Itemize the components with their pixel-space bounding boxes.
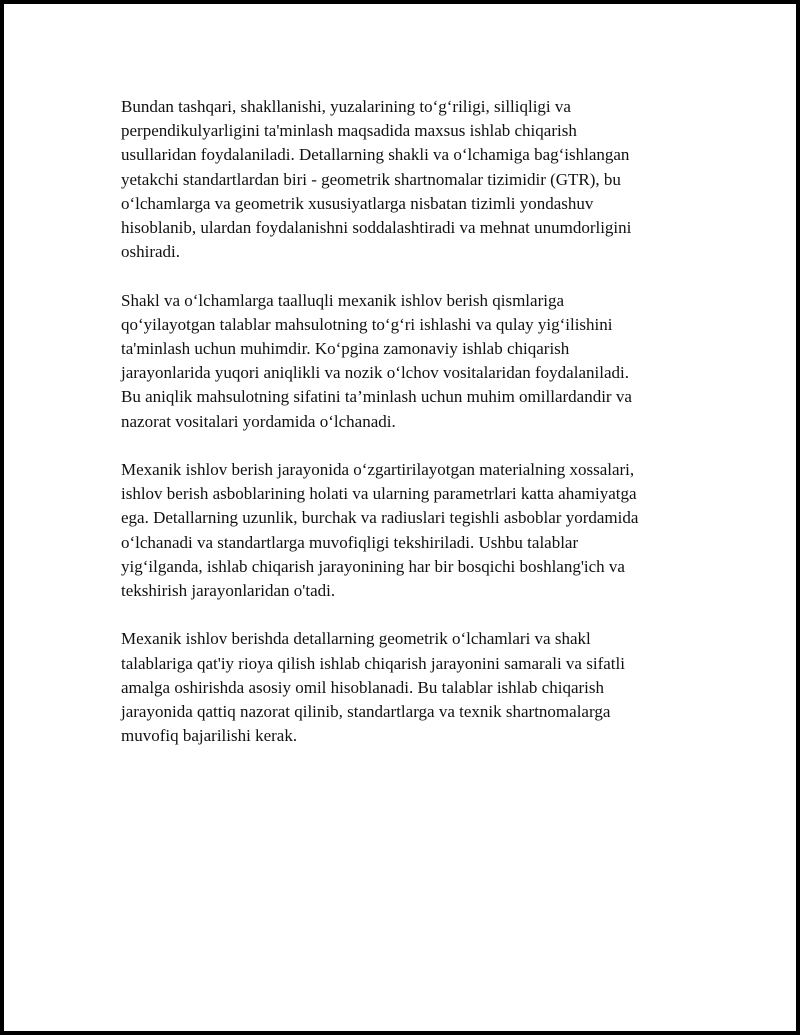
paragraph-line: oshiradi. <box>121 242 181 262</box>
paragraph-line: Bundan tashqari, shakllanishi, yuzalarining to‘g‘riligi, silliqligi va <box>121 97 571 116</box>
paragraph-line: Bu aniqlik mahsulotning sifatini ta’minlash uchun muhim omillardandir va <box>121 387 632 407</box>
paragraph-line: o‘lchanadi va standartlarga muvofiqligi tekshiriladi. Ushbu talablar <box>121 532 579 552</box>
paragraph-2 <box>121 289 699 434</box>
document-body <box>121 95 699 773</box>
paragraph-1 <box>121 95 699 264</box>
paragraph-line: Mexanik ishlov berish jarayonida o‘zgartirilayotgan materialning xossalari, <box>121 460 635 480</box>
paragraph-line: yig‘ilganda, ishlab chiqarish jarayonining har bir bosqichi boshlang'ich va <box>121 556 625 576</box>
paragraph-line: o‘lchamlarga va geometrik xususiyatlarga nisbatan tizimli yondashuv <box>121 193 594 213</box>
paragraph-line: hisoblanib, ulardan foydalanishni soddalashtiradi va mehnat unumdorligini <box>121 218 632 238</box>
paragraph-line: amalga oshirishda asosiy omil hisoblanadi. Bu talablar ishlab chiqarish <box>121 677 604 697</box>
paragraph-4 <box>121 627 699 748</box>
paragraph-line: Shakl va o‘lchamlarga taalluqli mexanik ishlov berish qismlariga <box>121 290 564 310</box>
paragraph-line: ta'minlash uchun muhimdir. Ko‘pgina zamonaviy ishlab chiqarish <box>121 339 570 359</box>
paragraph-line: muvofiq bajarilishi kerak. <box>121 726 298 746</box>
paragraph-line: qo‘yilayotgan talablar mahsulotning to‘g‘ri ishlashi va qulay yig‘ilishini <box>121 314 613 334</box>
paragraph-line: jarayonlarida yuqori aniqlikli va nozik o‘lchov vositalaridan foydalaniladi. <box>121 363 629 383</box>
paragraph-line: nazorat vositalari yordamida o‘lchanadi. <box>121 411 396 431</box>
paragraph-line: Mexanik ishlov berishda detallarning geometrik o‘lchamlari va shakl <box>121 629 591 649</box>
paragraph-line: usullaridan foydalaniladi. Detallarning shakli va o‘lchamiga bag‘ishlangan <box>121 145 630 165</box>
paragraph-line: ishlov berish asboblarining holati va ularning parametrlari katta ahamiyatga <box>121 484 637 504</box>
paragraph-line: ega. Detallarning uzunlik, burchak va radiuslari tegishli asboblar yordamida <box>121 508 639 528</box>
paragraph-line: talablariga qat'iy rioya qilish ishlab chiqarish jarayonini samarali va sifatli <box>121 653 625 673</box>
paragraph-line: yetakchi standartlardan biri - geometrik shartnomalar tizimidir (GTR), bu <box>121 169 621 189</box>
paragraph-3 <box>121 458 699 603</box>
paragraph-line: jarayonida qattiq nazorat qilinib, standartlarga va texnik shartnomalarga <box>121 702 611 722</box>
paragraph-line: tekshirish jarayonlaridan o'tadi. <box>121 581 336 601</box>
paragraph-line: perpendikulyarligini ta'minlash maqsadida maxsus ishlab chiqarish <box>121 121 577 141</box>
